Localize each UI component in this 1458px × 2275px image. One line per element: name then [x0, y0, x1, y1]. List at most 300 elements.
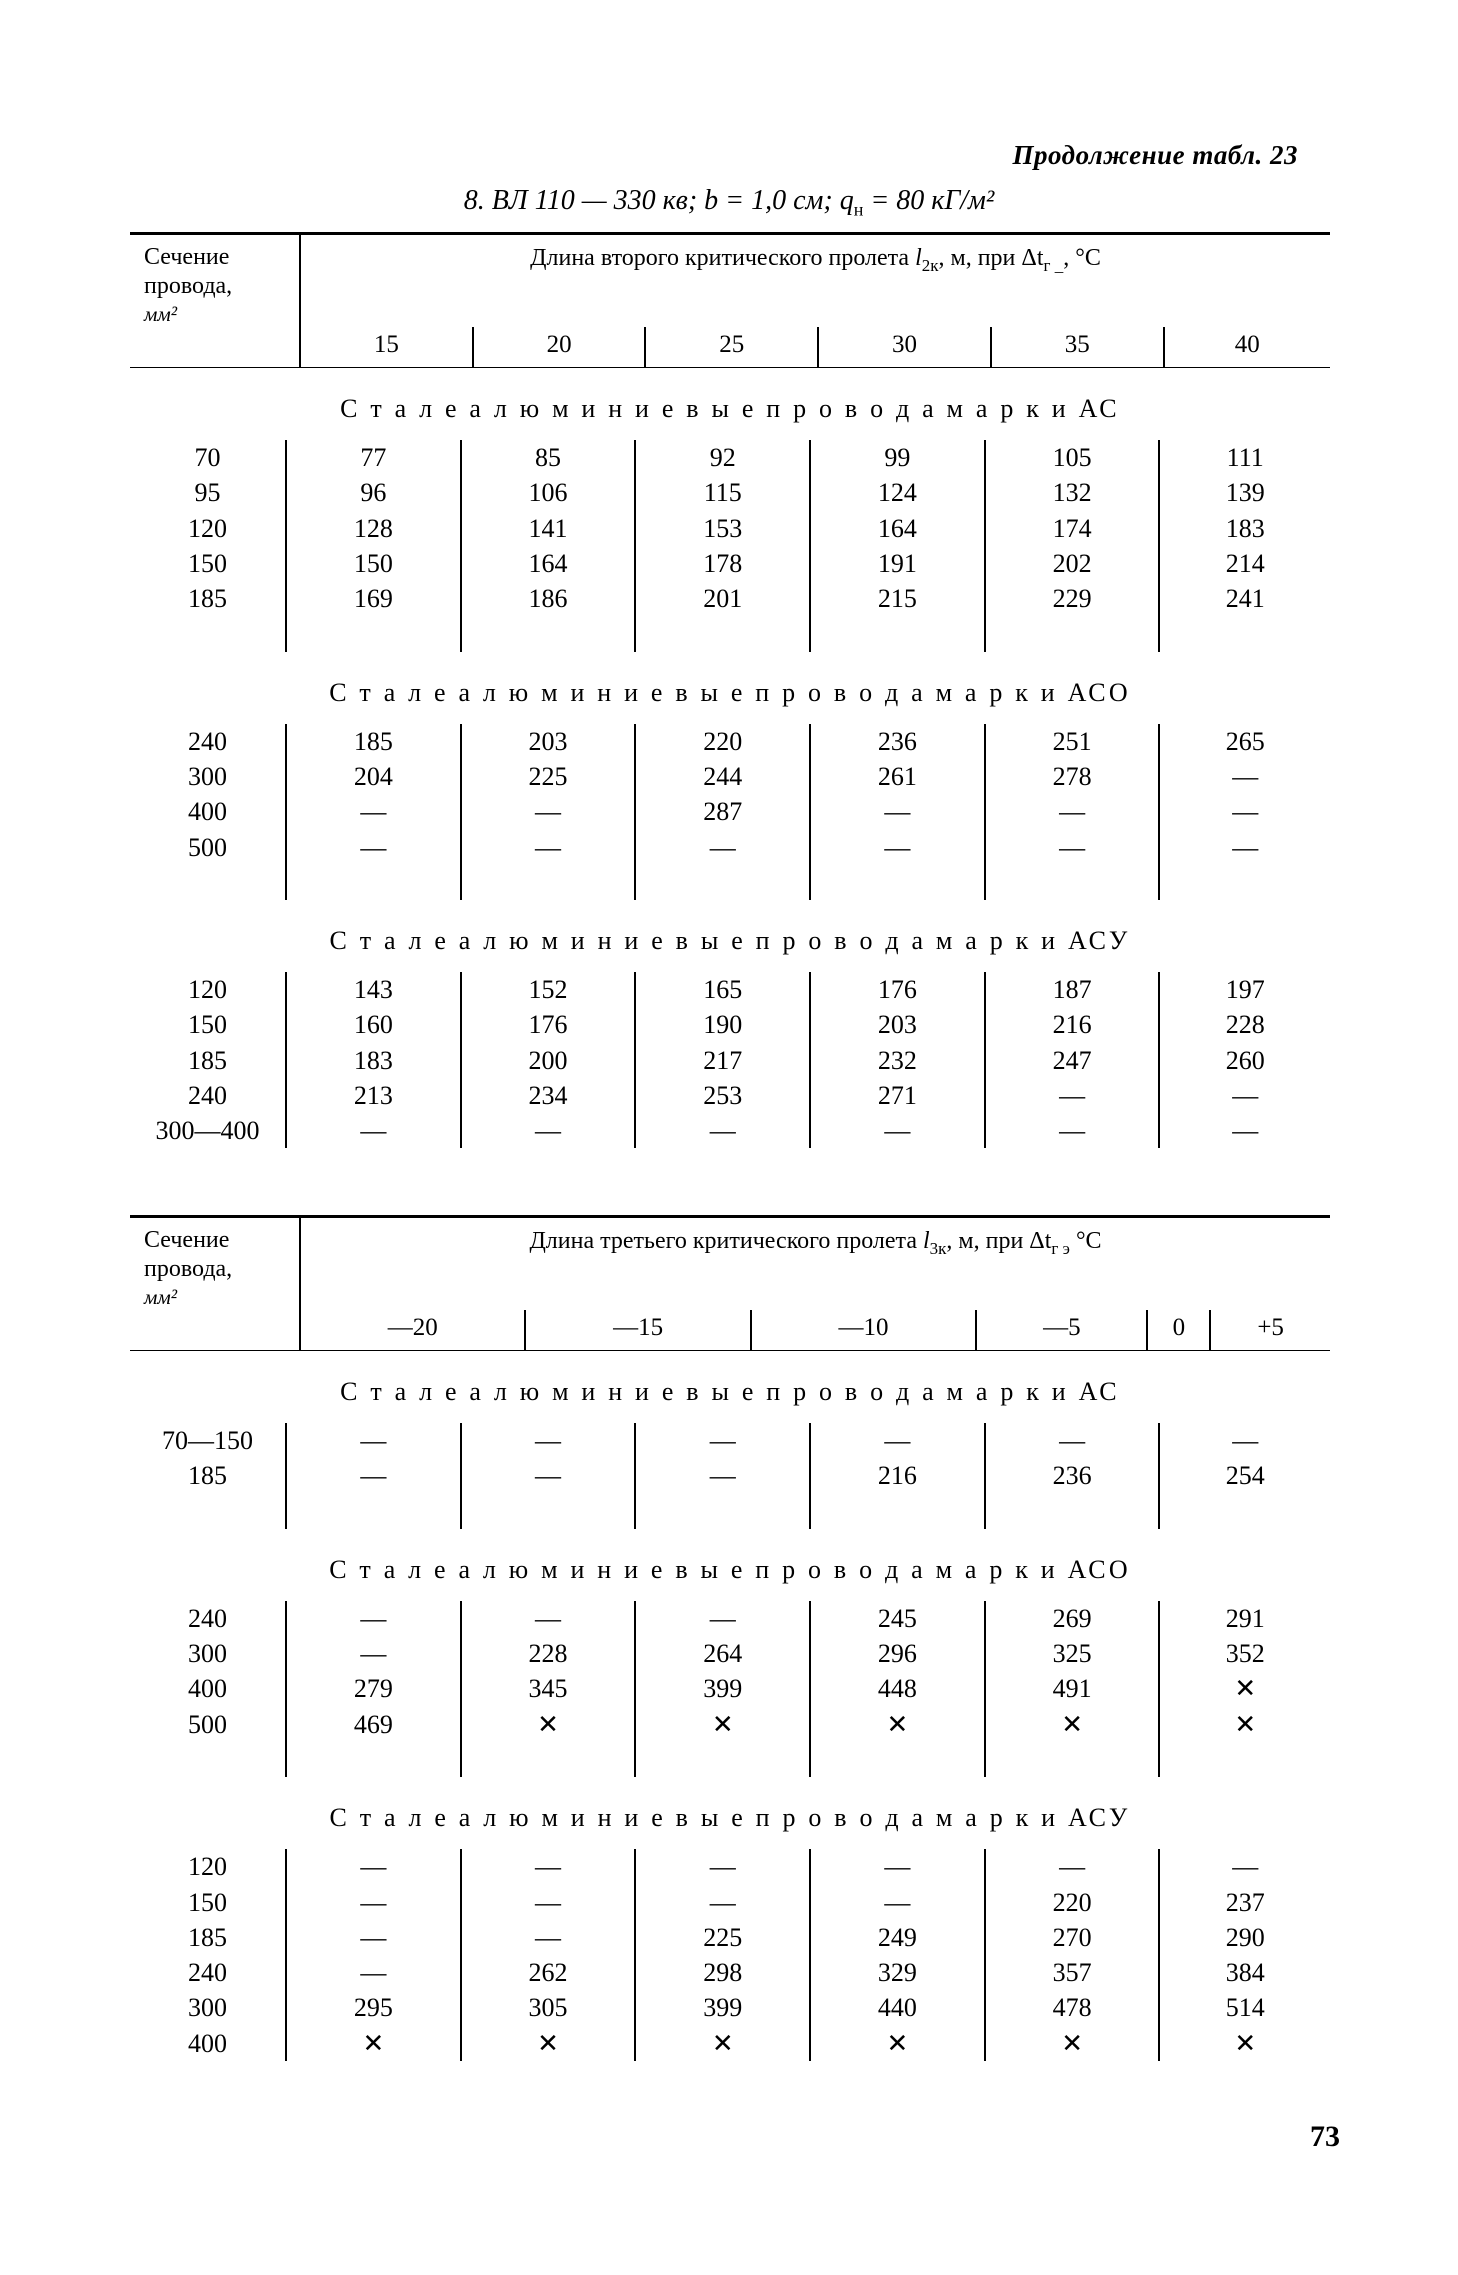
row-cell: 269 [985, 1601, 1160, 1636]
spacer-cell [461, 865, 636, 900]
row-cell: 295 [286, 1990, 461, 2025]
row-cell: 329 [810, 1955, 985, 1990]
table2-colhdr-4: 0 [1147, 1310, 1210, 1350]
table-row [130, 1849, 1330, 1884]
spacer-row [130, 616, 1330, 651]
row-cell: ✕ [461, 1707, 636, 1742]
row-section: 95 [194, 478, 221, 508]
row-cell: ✕ [1159, 2026, 1330, 2061]
row-cell: 262 [461, 1955, 636, 1990]
row-cell: — [461, 794, 636, 829]
row-cell: 217 [635, 1043, 810, 1078]
row-cell: 225 [635, 1920, 810, 1955]
section-title-prefix: 8. ВЛ 110 — 330 кв; [463, 185, 698, 216]
table2-col0-line1: Сечение [144, 1227, 230, 1253]
row-cell: — [286, 1636, 461, 1671]
row-cell: — [286, 830, 461, 865]
row-cell: 176 [810, 972, 985, 1007]
spacer-cell [461, 1742, 636, 1777]
row-cell: — [635, 1885, 810, 1920]
table-row [130, 581, 1330, 616]
row-cell: 232 [810, 1043, 985, 1078]
row-cell: 448 [810, 1671, 985, 1706]
row-cell: — [286, 1113, 461, 1148]
row-cell: ✕ [1159, 1707, 1330, 1742]
row-cell: 249 [810, 1920, 985, 1955]
row-cell: — [810, 794, 985, 829]
table1-span-header [300, 234, 1330, 328]
row-cell: — [810, 830, 985, 865]
row-section: 240 [188, 1958, 227, 1988]
row-cell: — [810, 1849, 985, 1884]
row-cell: — [810, 1423, 985, 1458]
row-cell: 183 [1159, 511, 1330, 546]
table1-band-2: С т а л е а л ю м и н и е в ы е п р о в о д а м а р к и АСУ [329, 926, 1131, 956]
row-cell: 254 [1159, 1458, 1330, 1493]
row-cell: 183 [286, 1043, 461, 1078]
row-cell: — [810, 1885, 985, 1920]
row-cell: — [635, 1423, 810, 1458]
row-section: 400 [188, 1674, 227, 1704]
table1-group-band-row [130, 368, 1330, 441]
table2-span-header [300, 1217, 1330, 1311]
row-cell: 399 [635, 1990, 810, 2025]
table2-col0-header [130, 1217, 300, 1311]
row-section: 300 [188, 1639, 227, 1669]
section-title [0, 185, 1458, 221]
table2-col0-line3: мм² [144, 1284, 178, 1309]
table1-span-mid: , м, при Δt [938, 245, 1044, 271]
table-row [130, 1707, 1330, 1742]
table2-colhdr-1: —15 [525, 1310, 750, 1350]
table2-subheader-row [130, 1310, 1330, 1350]
row-cell: — [461, 1601, 636, 1636]
row-cell: ✕ [810, 1707, 985, 1742]
row-cell: ✕ [635, 1707, 810, 1742]
row-cell: 203 [461, 724, 636, 759]
table-row [130, 1885, 1330, 1920]
row-cell: 244 [635, 759, 810, 794]
table2-span-sub2: г э [1051, 1238, 1070, 1258]
row-cell: — [635, 830, 810, 865]
spacer-cell [1159, 865, 1330, 900]
row-cell: — [286, 1601, 461, 1636]
row-cell: 264 [635, 1636, 810, 1671]
table-row [130, 1636, 1330, 1671]
table-row [130, 1671, 1330, 1706]
row-section: 185 [188, 1045, 227, 1075]
row-cell: 237 [1159, 1885, 1330, 1920]
spacer-cell [1159, 1742, 1330, 1777]
row-cell: — [461, 1423, 636, 1458]
row-cell: 202 [985, 546, 1160, 581]
row-cell: 352 [1159, 1636, 1330, 1671]
row-cell: 215 [810, 581, 985, 616]
spacer-cell [810, 865, 985, 900]
row-cell: 201 [635, 581, 810, 616]
table-row [130, 2026, 1330, 2061]
row-cell: — [461, 830, 636, 865]
spacer-cell [130, 865, 286, 900]
row-cell: ✕ [1159, 1671, 1330, 1706]
spacer-cell [635, 1494, 810, 1529]
table2-col0-line2: провода, [144, 1256, 233, 1283]
row-cell: 220 [985, 1885, 1160, 1920]
table-row [130, 724, 1330, 759]
row-section: 500 [188, 832, 227, 862]
table1-colhdr-5: 40 [1164, 327, 1330, 367]
row-cell: 164 [461, 546, 636, 581]
row-cell: 85 [461, 440, 636, 475]
row-cell: — [286, 1458, 461, 1493]
table2-subheader-blank [130, 1310, 300, 1350]
table-row [130, 759, 1330, 794]
row-section: 150 [188, 548, 227, 578]
table1-header-row [130, 234, 1330, 328]
table1-span-end: , °C [1063, 245, 1101, 271]
spacer-row [130, 1494, 1330, 1529]
spacer-cell [1159, 1494, 1330, 1529]
row-cell: 174 [985, 511, 1160, 546]
table-third-critical-span [130, 1215, 1330, 2061]
table1-body [130, 367, 1330, 1148]
row-cell: 160 [286, 1007, 461, 1042]
row-section: 400 [188, 797, 227, 827]
table1-group-1-rows [130, 724, 1330, 900]
table1-span-sub2: г _ [1043, 255, 1064, 275]
row-cell: — [1159, 759, 1330, 794]
row-cell: — [461, 1849, 636, 1884]
row-cell: 296 [810, 1636, 985, 1671]
row-cell: 178 [635, 546, 810, 581]
spacer-cell [130, 616, 286, 651]
table-row [130, 511, 1330, 546]
row-cell: ✕ [286, 2026, 461, 2061]
table1-span-l-sub: 2к [921, 255, 939, 275]
table1-col0-line3: мм² [144, 301, 178, 326]
spacer-cell [810, 1494, 985, 1529]
row-cell: — [985, 830, 1160, 865]
row-cell: — [1159, 1078, 1330, 1113]
row-cell: 124 [810, 475, 985, 510]
table-row [130, 1423, 1330, 1458]
table-row [130, 1458, 1330, 1493]
row-section: 240 [188, 1080, 227, 1110]
row-section: 300 [188, 1993, 227, 2023]
row-cell: ✕ [810, 2026, 985, 2061]
table1-colhdr-4: 35 [991, 327, 1164, 367]
row-cell: 128 [286, 511, 461, 546]
table2-colhdr-0: —20 [300, 1310, 525, 1350]
row-cell: 228 [461, 1636, 636, 1671]
row-cell: 298 [635, 1955, 810, 1990]
table1-group-band-row [130, 900, 1330, 972]
row-cell: 478 [985, 1990, 1160, 2025]
table1-group-band-row [130, 652, 1330, 724]
row-cell: 234 [461, 1078, 636, 1113]
row-cell: 220 [635, 724, 810, 759]
row-cell: 115 [635, 475, 810, 510]
table2-header-row [130, 1217, 1330, 1311]
table-row [130, 794, 1330, 829]
row-cell: 176 [461, 1007, 636, 1042]
spacer-cell [286, 865, 461, 900]
row-cell: — [461, 1458, 636, 1493]
spacer-cell [810, 616, 985, 651]
row-cell: — [286, 1423, 461, 1458]
table2-band-0: С т а л е а л ю м и н и е в ы е п р о в о д а м а р к и АС [340, 1377, 1120, 1407]
row-cell: 245 [810, 1601, 985, 1636]
table1-colhdr-1: 20 [473, 327, 646, 367]
row-cell: 236 [810, 724, 985, 759]
row-cell: 203 [810, 1007, 985, 1042]
spacer-row [130, 1742, 1330, 1777]
row-cell: 186 [461, 581, 636, 616]
table2-group-band-row [130, 1777, 1330, 1849]
row-cell: 270 [985, 1920, 1160, 1955]
table2-span-l-sub: 3к [929, 1238, 947, 1258]
table1-subheader-row [130, 327, 1330, 367]
table2-colhdr-3: —5 [976, 1310, 1147, 1350]
row-cell: 265 [1159, 724, 1330, 759]
row-cell: 187 [985, 972, 1160, 1007]
row-cell: — [1159, 1423, 1330, 1458]
spacer-cell [130, 1494, 286, 1529]
row-cell: 165 [635, 972, 810, 1007]
row-section: 185 [188, 1922, 227, 1952]
row-cell: 279 [286, 1671, 461, 1706]
row-cell: 96 [286, 475, 461, 510]
row-cell: — [985, 1078, 1160, 1113]
table1-band-0: С т а л е а л ю м и н и е в ы е п р о в о д а м а р к и АС [340, 394, 1120, 424]
table2-header [130, 1215, 1330, 1350]
row-cell: — [461, 1113, 636, 1148]
row-cell: 99 [810, 440, 985, 475]
row-cell: 305 [461, 1990, 636, 2025]
row-cell: 287 [635, 794, 810, 829]
row-section: 150 [188, 1010, 227, 1040]
row-section: 300—400 [155, 1116, 260, 1146]
row-cell: — [286, 1955, 461, 1990]
row-cell: 225 [461, 759, 636, 794]
row-cell: 169 [286, 581, 461, 616]
row-cell: ✕ [461, 2026, 636, 2061]
table-row [130, 475, 1330, 510]
row-cell: 357 [985, 1955, 1160, 1990]
spacer-cell [286, 1742, 461, 1777]
row-cell: 260 [1159, 1043, 1330, 1078]
table2-group-0-rows [130, 1423, 1330, 1529]
row-cell: 143 [286, 972, 461, 1007]
section-title-q: q [839, 185, 854, 216]
row-cell: 384 [1159, 1955, 1330, 1990]
row-section: 120 [188, 975, 227, 1005]
row-cell: — [1159, 830, 1330, 865]
row-section: 120 [188, 513, 227, 543]
row-cell: — [635, 1849, 810, 1884]
table2-colhdr-5: +5 [1210, 1310, 1330, 1350]
row-cell: — [1159, 794, 1330, 829]
table1-colhdr-3: 30 [818, 327, 991, 367]
table-row [130, 1601, 1330, 1636]
table1-subheader-blank [130, 327, 300, 367]
spacer-cell [810, 1742, 985, 1777]
row-section: 500 [188, 1709, 227, 1739]
row-section: 185 [188, 584, 227, 614]
table1-header [130, 232, 1330, 367]
table1-colhdr-2: 25 [645, 327, 818, 367]
row-cell: 228 [1159, 1007, 1330, 1042]
table-row [130, 1078, 1330, 1113]
row-cell: 150 [286, 546, 461, 581]
table1-band-1: С т а л е а л ю м и н и е в ы е п р о в о д а м а р к и АСО [329, 677, 1131, 707]
row-section: 120 [188, 1852, 227, 1882]
row-cell: — [985, 1849, 1160, 1884]
row-cell: 111 [1159, 440, 1330, 475]
table2-span-l: l [922, 1228, 930, 1254]
row-cell: — [286, 794, 461, 829]
row-cell: — [635, 1458, 810, 1493]
table2-group-1-rows [130, 1601, 1330, 1777]
row-cell: 106 [461, 475, 636, 510]
spacer-row [130, 865, 1330, 900]
table2-body [130, 1350, 1330, 2061]
section-title-q-sub: н [853, 199, 864, 220]
row-cell: 92 [635, 440, 810, 475]
row-cell: 197 [1159, 972, 1330, 1007]
table2-group-band-row [130, 1529, 1330, 1601]
row-cell: 141 [461, 511, 636, 546]
row-cell: 190 [635, 1007, 810, 1042]
row-cell: 469 [286, 1707, 461, 1742]
row-cell: — [286, 1885, 461, 1920]
row-cell: 105 [985, 440, 1160, 475]
row-section: 185 [188, 1461, 227, 1491]
row-cell: 440 [810, 1990, 985, 2025]
table1-span-pre: Длина второго критического пролета [530, 245, 916, 271]
row-cell: 214 [1159, 546, 1330, 581]
row-cell: 291 [1159, 1601, 1330, 1636]
row-section: 150 [188, 1887, 227, 1917]
row-cell: 216 [985, 1007, 1160, 1042]
row-cell: — [1159, 1113, 1330, 1148]
row-cell: 216 [810, 1458, 985, 1493]
row-cell: 251 [985, 724, 1160, 759]
table-row [130, 440, 1330, 475]
row-section: 70 [194, 443, 221, 473]
row-cell: 152 [461, 972, 636, 1007]
row-cell: 325 [985, 1636, 1160, 1671]
table1-span-l: l [915, 245, 922, 271]
table2-group-band-row [130, 1351, 1330, 1424]
spacer-cell [635, 865, 810, 900]
row-cell: ✕ [635, 2026, 810, 2061]
row-cell: — [286, 1920, 461, 1955]
spacer-cell [985, 1742, 1160, 1777]
row-cell: 132 [985, 475, 1160, 510]
table-row [130, 1920, 1330, 1955]
row-cell: 247 [985, 1043, 1160, 1078]
spacer-cell [635, 616, 810, 651]
row-cell: 164 [810, 511, 985, 546]
row-section: 400 [188, 2028, 227, 2058]
table-row [130, 1007, 1330, 1042]
row-cell: — [1159, 1849, 1330, 1884]
row-cell: — [985, 1423, 1160, 1458]
table1-col0-line1: Сечение [144, 244, 230, 270]
spacer-cell [286, 616, 461, 651]
row-cell: 253 [635, 1078, 810, 1113]
row-section: 70—150 [162, 1426, 253, 1456]
table1-col0-line2: провода, [144, 273, 233, 300]
table1-group-0-rows [130, 440, 1330, 652]
table-row [130, 1113, 1330, 1148]
row-cell: — [985, 1113, 1160, 1148]
row-cell: 241 [1159, 581, 1330, 616]
row-cell: 290 [1159, 1920, 1330, 1955]
section-title-b: b = 1,0 см; [704, 185, 833, 216]
spacer-cell [286, 1494, 461, 1529]
row-cell: 491 [985, 1671, 1160, 1706]
row-section: 300 [188, 762, 227, 791]
table2-span-pre: Длина третьего критического пролета [529, 1228, 923, 1254]
row-cell: ✕ [985, 2026, 1160, 2061]
row-cell: 229 [985, 581, 1160, 616]
row-cell: 278 [985, 759, 1160, 794]
spacer-cell [130, 1742, 286, 1777]
row-cell: 271 [810, 1078, 985, 1113]
table2-group-2-rows [130, 1849, 1330, 2061]
row-cell: 77 [286, 440, 461, 475]
row-cell: — [286, 1849, 461, 1884]
continuation-note: Продолжение табл. 23 [1012, 140, 1298, 170]
table-row [130, 1043, 1330, 1078]
spacer-cell [635, 1742, 810, 1777]
table-row [130, 1955, 1330, 1990]
table-row [130, 1990, 1330, 2025]
spacer-cell [1159, 616, 1330, 651]
section-title-q-rest: = 80 кГ/м² [870, 185, 995, 216]
row-cell: 345 [461, 1671, 636, 1706]
row-cell: — [461, 1920, 636, 1955]
row-cell: 261 [810, 759, 985, 794]
row-cell: 399 [635, 1671, 810, 1706]
table-row [130, 830, 1330, 865]
row-section: 240 [188, 726, 227, 756]
table-second-critical-span [130, 232, 1330, 1148]
row-cell: — [810, 1113, 985, 1148]
row-section: 240 [188, 1603, 227, 1633]
row-cell: 204 [286, 759, 461, 794]
table1-col0-header [130, 234, 300, 328]
row-cell: 200 [461, 1043, 636, 1078]
spacer-cell [461, 616, 636, 651]
row-cell: 213 [286, 1078, 461, 1113]
table2-band-1: С т а л е а л ю м и н и е в ы е п р о в о д а м а р к и АСО [329, 1554, 1131, 1584]
row-cell: 153 [635, 511, 810, 546]
table2-span-mid: , м, при Δt [946, 1228, 1052, 1254]
page-number: 73 [1310, 2120, 1340, 2153]
row-cell: 514 [1159, 1990, 1330, 2025]
row-cell: 139 [1159, 475, 1330, 510]
table1-colhdr-0: 15 [300, 327, 473, 367]
table2-span-end: °C [1069, 1228, 1102, 1254]
row-cell: — [461, 1885, 636, 1920]
row-cell: 191 [810, 546, 985, 581]
row-cell: — [635, 1601, 810, 1636]
row-cell: — [985, 794, 1160, 829]
table2-band-2: С т а л е а л ю м и н и е в ы е п р о в о д а м а р к и АСУ [329, 1803, 1131, 1833]
